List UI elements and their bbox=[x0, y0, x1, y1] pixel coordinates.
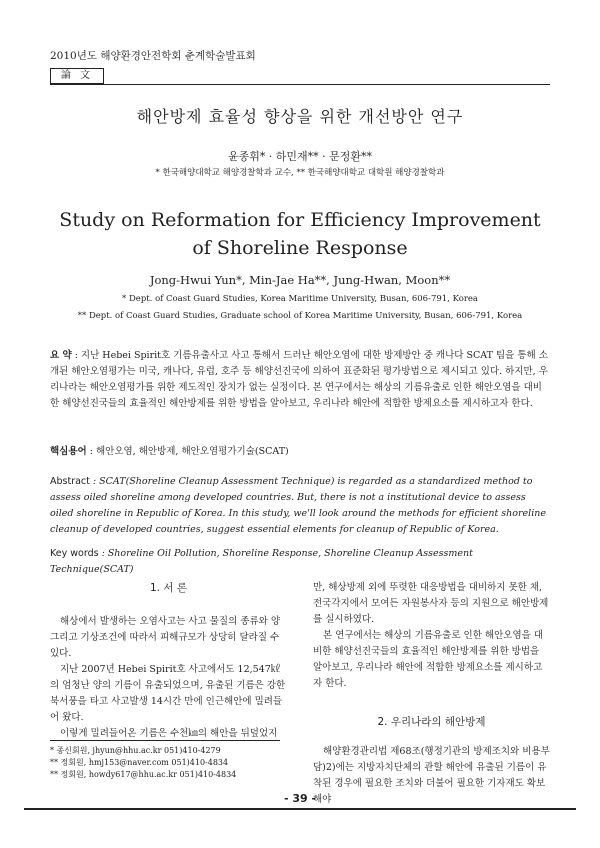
english-abstract bbox=[50, 474, 550, 538]
english-keywords bbox=[50, 546, 550, 578]
conference-header: 2010년도 해양환경안전학회 춘계학술발표회 bbox=[50, 50, 256, 62]
section1-paragraph-3: 이렇게 밀려들어온 기름은 수천㎞의 해안을 뒤덮었지 bbox=[60, 728, 278, 739]
section1-heading: 1. 서 론 bbox=[150, 582, 187, 594]
english-authors: Jong-Hwui Yun*, Min-Jae Ha**, Jung-Hwan, Moon** bbox=[149, 273, 451, 287]
right-paragraph-3: 해양환경관리법 제68조(행정기관의 방제조치와 비용부담)2)에는 지방자치단체의 관할 해안에 유출된 기름이 유착된 경우에 필요한 조치와 더불어 필요한 기자재도 확보해야 bbox=[313, 746, 550, 805]
left-column bbox=[50, 580, 287, 742]
english-title-line2: of Shoreline Response bbox=[192, 237, 408, 259]
english-title-line1: Study on Reformation for Efficiency Improvement bbox=[59, 209, 541, 231]
english-affiliation-2: ** Dept. of Coast Guard Studies, Graduate school of Korea Maritime University, Busan, 606-791, Korea bbox=[77, 311, 523, 321]
english-keywords-label: Key words bbox=[50, 548, 99, 559]
korean-keywords bbox=[50, 444, 550, 460]
right-paragraph-2: 본 연구에서는 해상의 기름유출로 인한 해안오염을 대비한 해양선진국들의 효율적인 해안방제를 위한 방법을 알아보고, 우리나라 해안에 적합한 방제요소를 제시하고자 한다. bbox=[313, 630, 544, 689]
section2-heading: 2. 우리나라의 해안방제 bbox=[377, 716, 486, 728]
english-affiliation-1: * Dept. of Coast Guard Studies, Korea Maritime University, Busan, 606-791, Korea bbox=[122, 294, 478, 304]
footnote-3: ** 정회원, howdy617@hhu.ac.kr 051)410-4834 bbox=[50, 770, 237, 779]
bottom-rule bbox=[24, 808, 576, 810]
english-abstract-text: : SCAT(Shoreline Cleanup Assessment Technique) is regarded as a standardized method to assess oiled shoreline among developed countries. But, there is not a institutional device to assess oiled shoreline in Republic of Korea. In this study, we'll look around the methods for efficient shoreline cleanup of developed countries, suggest essential elements for cleanup of Republic of Korea. bbox=[50, 476, 546, 535]
section1-paragraph-2: 지난 2007년 Hebei Spirit호 사고에서도 12,547㎘의 엄청난 양의 기름이 유출되었으며, 유출된 기름은 강한 북서풍을 타고 사고발생 14시간 만에 인근해안에 밀려들어 왔다. bbox=[50, 664, 286, 723]
korean-abstract bbox=[50, 348, 550, 412]
korean-abstract-text: : 지난 Hebei Spirit호 기름유출사고 사고 통해서 드러난 해안오염에 대한 방제방안 중 캐나다 SCAT 팀을 통해 소개된 해안오염평가는 미국, 캐나다, 유럽, 호주 등 해양선진국에 의하여 표준화된 평가방법으로 제시되고 있다. 하지만, 우리나라는 해안오염평가를 위한 제도적인 장치가 없는 실정이다. 본 연구에서는 해상의 기름유출로 인한 해안오염을 대비한 해양선진국들의 효율적인 해안방제를 위한 방법을 알아보고, 우리나라 해안에 적합한 방제요소를 제시하고자 한다. bbox=[50, 350, 548, 409]
footnote-rule bbox=[50, 740, 280, 741]
korean-title: 해안방제 효율성 향상을 위한 개선방안 연구 bbox=[136, 107, 464, 126]
footnote-2: ** 정회원, hmj153@naver.com 051)410-4834 bbox=[50, 758, 229, 767]
korean-authors: 윤종휘* · 하민재** · 문정환** bbox=[227, 150, 373, 163]
korean-affiliations: * 한국해양대학교 해양경찰학과 교수, ** 한국해양대학교 대학원 해양경찰학과 bbox=[155, 168, 445, 178]
footnote-1: * 종신회원, jhyun@hhu.ac.kr 051)410-4279 bbox=[50, 746, 221, 755]
english-keywords-text: : Shoreline Oil Pollution, Shoreline Response, Shoreline Cleanup Assessment Technique(SCAT) bbox=[50, 548, 473, 575]
right-paragraph-1: 만, 해상방제 외에 뚜렷한 대응방법을 대비하지 못한 채, 전국각지에서 모여든 자원봉사자 등의 지원으로 해안방제를 실시하였다. bbox=[313, 582, 549, 625]
paper-type-tag: 論 文 bbox=[50, 68, 104, 84]
korean-abstract-label: 요 약 bbox=[50, 350, 72, 361]
english-abstract-label: Abstract bbox=[50, 476, 90, 487]
section1-paragraph-1: 해상에서 발생하는 오염사고는 사고 물질의 종류와 양 그리고 기상조건에 따라서 피해규모가 상당히 달라질 수 있다. bbox=[50, 616, 281, 659]
page-number: - 39 - bbox=[283, 792, 317, 805]
korean-keywords-label: 핵심용어 bbox=[50, 446, 87, 457]
right-column bbox=[313, 580, 550, 808]
header-rule bbox=[50, 84, 550, 85]
korean-keywords-text: : 해안오염, 해안방제, 해안오염평가기술(SCAT) bbox=[86, 446, 289, 457]
english-title bbox=[0, 206, 600, 262]
